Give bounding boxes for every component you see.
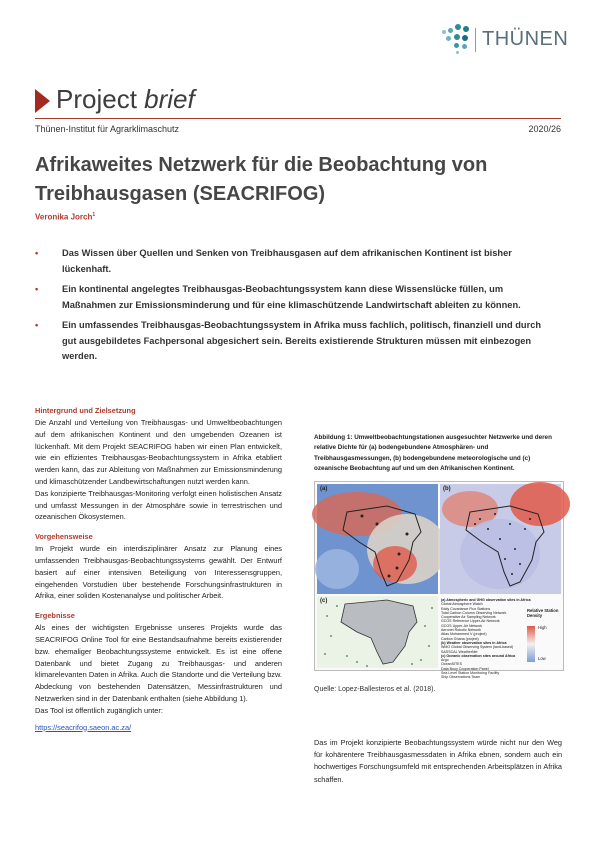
section-paragraph: Das konzipierte Treibhausgas-Monitoring verfolgt einen holistischen Ansatz und umfasst Messungen in der Atmosphäre sowie in terrestrischen und ozeanischen Ökosystemen.: [35, 488, 282, 522]
legend-heading: (b) Weather observation sites in Africa: [441, 640, 507, 645]
legend-item: SASSCAL WeatherNet: [441, 649, 478, 654]
legend-item: Cooperative Air Sampling Network: [441, 615, 496, 620]
series-title-italic: brief: [144, 84, 195, 114]
density-colorbar: [527, 626, 535, 662]
key-point-text: Ein kontinental angelegtes Treibhausgas-Beobachtungssystem kann diese Wissenslücke füllen, um Maßnahmen zur Emissionsminderung und für eine klimaschützende Landwirtschaft ableiten zu können.: [62, 284, 521, 310]
legend-item: OceanSITES: [441, 662, 462, 667]
figure-legend: [441, 598, 561, 680]
thuenen-logo: [442, 24, 569, 64]
legend-heading: (c) Oceanic observation sites around Africa: [441, 653, 516, 658]
map-panel-b: [440, 484, 561, 594]
map-panel-c: [317, 596, 438, 668]
density-title: Relative Station Density: [527, 608, 559, 618]
section-heading: Vorgehensweise: [35, 532, 93, 542]
map-a-image: [317, 484, 438, 594]
key-point-text: Das Wissen über Quellen und Senken von Treibhausgasen auf dem afrikanischen Kontinent ist bisher lückenhaft.: [62, 248, 512, 274]
legend-item: Eddy Covariance Flux Stations: [441, 606, 491, 611]
figure-1: [314, 481, 564, 680]
legend-item: Data Buoy Cooperation Panel: [441, 666, 489, 671]
series-title-regular: Project: [56, 84, 145, 114]
section-paragraph: Im Projekt wurde ein interdisziplinärer Ansatz zur Planung eines umfassenden Treibhausgas-Beobachtungssystems gewählt. Der Entwurf basiert auf einer intensiven Beteiligung von Interessensgruppen, eingehenden Vorstudien über bestehende Forschungsinfrastrukturen in Afrika, einer soliden Kostenanalyse und politischer Arbeit.: [35, 544, 282, 601]
legend-item: Aeronet Robotic Network: [441, 628, 481, 633]
logo-dots-icon: [442, 24, 472, 54]
legend-item: Ship Observations Team: [441, 675, 481, 680]
legend-heading: (a) Atmospheric and GHG observation sites in Africa: [441, 598, 531, 602]
panel-label: (a): [320, 486, 328, 492]
figure-source: Quelle: Lopez-Ballesteros et al. (2018).: [314, 686, 436, 693]
right-paragraph: Das im Projekt konzipierte Beobachtungssystem würde nicht nur den Weg für kohärentere Treibhausgasmessdaten in Afrika ebnen, sondern auch ein hochwertiges Forschungsumfeld mit entsprechenden Arbeitsplätzen in Afrika schaffen.: [314, 738, 562, 784]
legend-item: Sea Level Station Monitoring Facility: [441, 671, 500, 676]
issue-number: 2020/26: [528, 124, 561, 134]
author-name: Veronika Jorch: [35, 212, 93, 222]
institute-name: Thünen-Institut für Agrarklimaschutz: [35, 124, 180, 134]
key-point: • Das Wissen über Quellen und Senken von Treibhausgasen auf dem afrikanischen Kontinent ist bisher lückenhaft.: [35, 248, 512, 274]
page-title: Afrikaweites Netzwerk für die Beobachtung von Treibhausgasen (SEACRIFOG): [35, 154, 488, 205]
section-paragraph: Das Tool ist öffentlich zugänglich unter:: [35, 705, 163, 715]
density-high-label: High: [538, 625, 547, 630]
legend-item: Argo: [441, 658, 449, 663]
legend-item: Carbon Ghana (project): [441, 636, 479, 641]
figure-caption: Abbildung 1: Umweltbeobachtungstationen ausgesuchter Netzwerke und deren relative Dichte für (a) bodengebundene Atmosphären- und Treibhausgasmessungen, (b) bodengebundene meteorologische und (c) ozeanische Beobachtung auf und um den Afrikanischen Kontinent.: [314, 434, 552, 473]
author: [35, 212, 95, 222]
triangle-marker-icon: [35, 89, 50, 113]
left-column: [35, 405, 282, 735]
section-paragraph: Die Anzahl und Verteilung von Treibhausgas- und Umweltbeobachtungen auf dem afrikanischen Kontinent und den umgebenden Ozeanen ist lückenhaft. Mit dem Projekt SEACRIFOG haben wir einen Plan entwickelt, wie ein effizientes Treibhausgas-Beobachtungssystem in Afrika etabliert werden kann, das zur Ableitung von Maßnahmen zur Emissionsminderung und klimaschützender Landbewirtschaftungen nutzt werden kann.: [35, 418, 282, 486]
map-panel-a: [317, 484, 438, 594]
legend-item: Global Atmosphere Watch: [441, 602, 483, 607]
logo-wordmark: THÜNEN: [482, 28, 569, 50]
legend-item: GCOS Upper-Air Network: [441, 623, 483, 628]
density-low-label: Low: [538, 656, 546, 661]
legend-item: Total Carbon Column Observing Network: [441, 610, 507, 615]
section-heading: Ergebnisse: [35, 611, 75, 621]
key-point: • Ein kontinental angelegtes Treibhausgas-Beobachtungssystem kann diese Wissenslücke füllen, um Maßnahmen zur Emissionsminderung und für eine klimaschützende Landwirtschaft ableiten zu können.: [35, 284, 521, 310]
legend-item: Atlas Mohammed V (project): [441, 632, 487, 637]
key-point: • Ein umfassendes Treibhausgas-Beobachtungssystem in Afrika muss fachlich, politisch, finanziell und durch gut ausgebildetes Fachpersonal abgesichert sein. Bereits existierende Strukturen müssen mit einbezogen werden.: [35, 320, 542, 361]
section-heading: Hintergrund und Zielsetzung: [35, 406, 136, 415]
key-point-text: Ein umfassendes Treibhausgas-Beobachtungssystem in Afrika muss fachlich, politisch, finanziell und durch gut ausgebildetes Fachpersonal abgesichert sein. Bereits existierende Strukturen müssen mit einbezogen werden.: [62, 320, 542, 361]
map-c-image: [317, 596, 438, 668]
key-points: [35, 246, 555, 370]
panel-label: (c): [320, 598, 328, 604]
header-divider: [35, 118, 561, 119]
series-title: [56, 84, 195, 115]
seacrifog-link[interactable]: https://seacrifog.saeon.ac.za/: [35, 722, 132, 732]
panel-label: (b): [443, 486, 451, 492]
map-b-image: [440, 484, 561, 594]
legend-item: WMO Global Observing System (land-based): [441, 645, 514, 650]
author-affiliation: 1: [92, 212, 96, 218]
legend-item: GCOS Reference Upper-Air Network: [441, 619, 500, 624]
section-paragraph: Als eines der wichtigsten Ergebnisse unseres Projekts wurde das SEACRIFOG Online Tool für eine Bestandsaufnahme bereits existierender bzw. ehemaliger Beobachtungssysteme entwickelt. Es ist eine offene Datenbank und bietet Zugang zu Treibhausgas- und anderen klimarelevanten Daten in Afrika. Auch die Standorte und die Verteilung bzw. Abdeckung von bestehenden Datensätzen, Messinfrastrukturen und Netzwerken sind in der Datenbank enthalten (siehe Abbildung 1).: [35, 623, 282, 703]
